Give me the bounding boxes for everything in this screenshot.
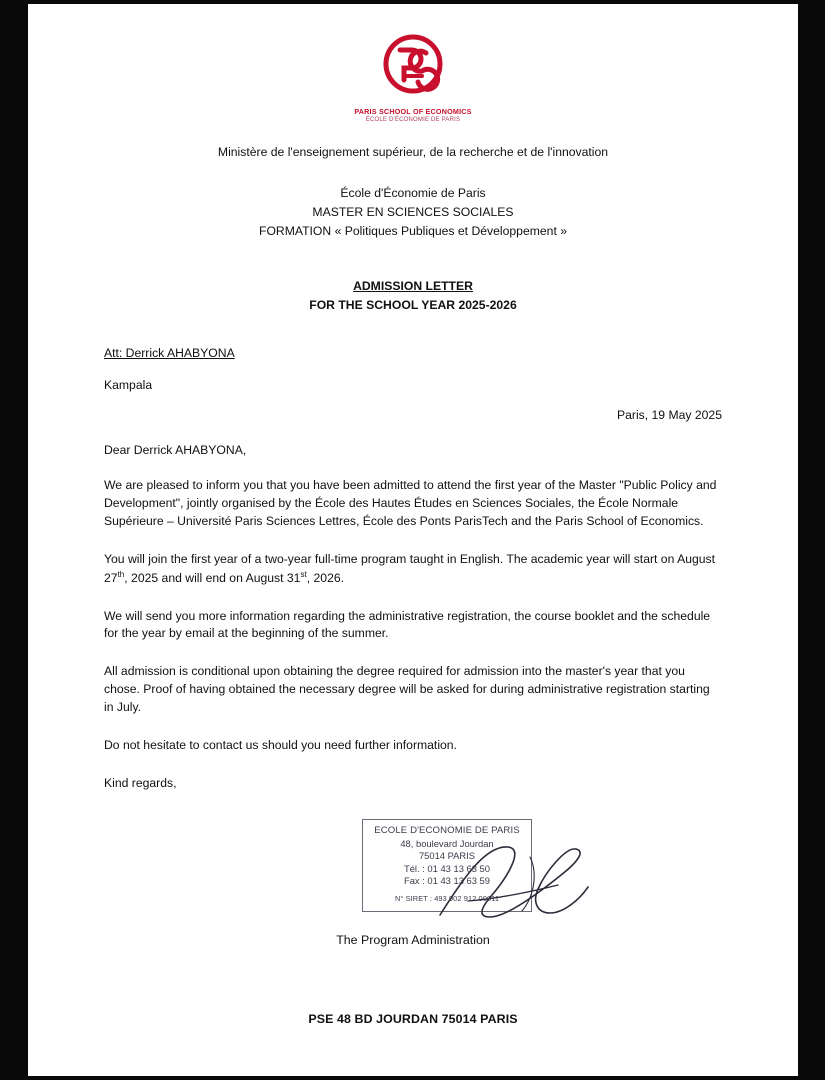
- stamp-line-4: Tél. : 01 43 13 63 50: [403, 862, 490, 874]
- paragraph-2-sup-1: th: [117, 569, 125, 579]
- letter-date: Paris, 19 May 2025: [616, 407, 722, 422]
- stamp-line-3: 75014 PARIS: [418, 850, 476, 862]
- ministry-line: Ministère de l'enseignement supérieur, de la recherche et de l'innovation: [217, 145, 609, 159]
- paragraph-2: [104, 551, 722, 588]
- paragraph-3: We will send you more information regarding the administrative registration, the course booklet and the schedule for the year by email at the beginning of the summer.: [104, 608, 711, 641]
- logo-block: [104, 4, 722, 123]
- logo-text-secondary: ÉCOLE D'ÉCONOMIE DE PARIS: [365, 117, 461, 123]
- paragraph-2-part-a: You will join the first year of a two-year full-time program taught in English. The academic year will start on August 27: [104, 551, 716, 585]
- logo-text-primary: PARIS SCHOOL OF ECONOMICS: [354, 107, 472, 116]
- salutation: Dear Derrick AHABYONA,: [104, 442, 247, 457]
- title-line-2: FOR THE SCHOOL YEAR 2025-2026: [309, 298, 517, 313]
- pse-logo-icon: [380, 34, 446, 100]
- recipient-city: Kampala: [104, 377, 153, 392]
- paragraph-4: All admission is conditional upon obtaining the degree required for admission into the master's year that you chose. Proof of having obtained the necessary degree will be asked for during administrative registration starting in July.: [104, 664, 710, 715]
- paragraph-5: Do not hesitate to contact us should you need further information.: [104, 738, 457, 753]
- paragraph-2-part-b: , 2025 and will end on August 31: [124, 570, 301, 585]
- document-footer: PSE 48 BD JOURDAN 75014 PARIS: [308, 1012, 518, 1026]
- document-body: [28, 4, 798, 965]
- stamp-area: [104, 815, 722, 965]
- paragraph-1: We are pleased to inform you that you have been admitted to attend the first year of the Master "Public Policy and Development", jointly organised by the École des Hautes Études en Sciences Sociales, the École Normale Supérieure – Université Paris Sciences Lettres, École des Ponts ParisTech and the Paris School of Economics.: [104, 477, 717, 528]
- stamp-line-1: ECOLE D'ECONOMIE DE PARIS: [374, 825, 520, 837]
- document-title: [104, 277, 722, 316]
- stamp-line-5: Fax : 01 43 13 63 59: [403, 874, 490, 886]
- stamp-line-2: 48, boulevard Jourdan: [400, 837, 494, 849]
- signature-caption: The Program Administration: [336, 933, 490, 948]
- attention-line: Att: Derrick AHABYONA: [104, 345, 235, 360]
- master-name: MASTER EN SCIENCES SOCIALES: [312, 204, 514, 219]
- title-line-1: ADMISSION LETTER: [353, 278, 473, 293]
- school-name: École d'Économie de Paris: [340, 186, 486, 200]
- stamp-siret: N° SIRET : 493 902 912 00011: [394, 894, 500, 904]
- official-stamp: [362, 819, 532, 912]
- paragraph-2-part-c: , 2026.: [306, 570, 345, 585]
- paragraph-2-sup-2: st: [300, 569, 307, 579]
- formation-name: FORMATION « Politiques Publiques et Développement »: [259, 223, 567, 238]
- school-block: [104, 184, 722, 241]
- paragraph-6: Kind regards,: [104, 776, 177, 791]
- document-page: [28, 4, 798, 1076]
